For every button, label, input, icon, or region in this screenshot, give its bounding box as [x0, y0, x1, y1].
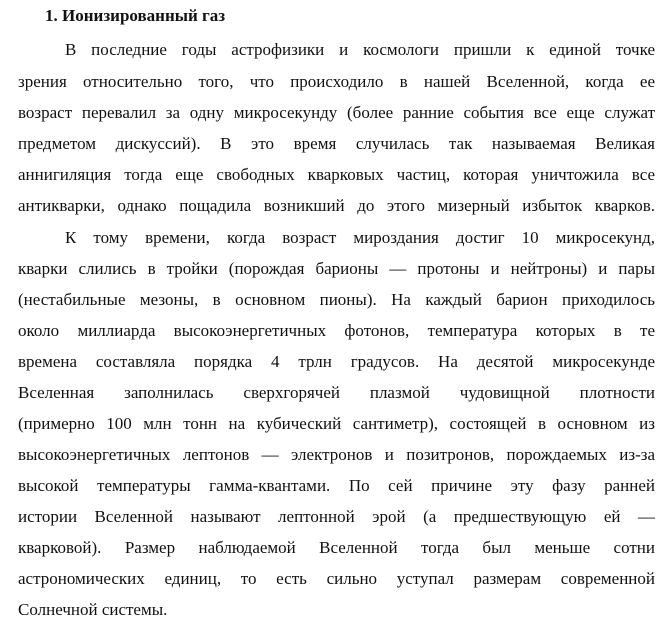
paragraph-1-line-4: предметом дискуссий). В это время случилась так называемая Великая [18, 134, 655, 153]
paragraph-2-line-6: Вселенная заполнилась сверхгорячей плазмой чудовищной плотности [18, 383, 655, 402]
paragraph-2-line-12: астрономических единиц, то есть сильно уступал размерам современной [18, 569, 655, 588]
paragraph-2-line-8: высокоэнергетичных лептонов — электронов и позитронов, порождаемых из-за [18, 445, 655, 464]
paragraph-1-line-1: В последние годы астрофизики и космологи пришли к единой точке [65, 40, 655, 59]
section-heading: 1. Ионизированный газ [45, 6, 226, 25]
paragraph-2-line-9: высокой температуры гамма-квантами. По сей причине эту фазу ранней [18, 476, 655, 495]
paragraph-1-line-5: аннигиляция тогда еще свободных кварковых частиц, которая уничтожила все [18, 165, 655, 184]
paragraph-2-line-1: К тому времени, когда возраст мироздания достиг 10 микросекунд, [65, 228, 655, 247]
paragraph-2-line-3: (нестабильные мезоны, в основном пионы). На каждый барион приходилось [18, 290, 655, 309]
paragraph-2-line-10: истории Вселенной называют лептонной эрой (а предшествующую ей — [18, 507, 655, 526]
paragraph-1-line-2: зрения относительно того, что происходило в нашей Вселенной, когда ее [18, 72, 655, 91]
paragraph-2-line-11: кварковой). Размер наблюдаемой Вселенной тогда был меньше сотни [18, 538, 655, 557]
paragraph-2-line-4: около миллиарда высокоэнергетичных фотонов, температура которых в те [18, 321, 655, 340]
paragraph-2-line-13: Солнечной системы. [18, 600, 168, 619]
paragraph-2-line-7: (примерно 100 млн тонн на кубический сантиметр), состоящей в основном из [18, 414, 655, 433]
paragraph-1-line-3: возраст перевалил за одну микросекунду (более ранние события все еще служат [18, 103, 655, 122]
paragraph-2-line-2: кварки слились в тройки (порождая барионы — протоны и нейтроны) и пары [18, 259, 655, 278]
paragraph-2-line-5: времена составляла порядка 4 трлн градусов. На десятой микросекунде [18, 352, 655, 371]
paragraph-1-line-6: антикварки, однако пощадила возникший до этого мизерный избыток кварков. [18, 196, 655, 215]
